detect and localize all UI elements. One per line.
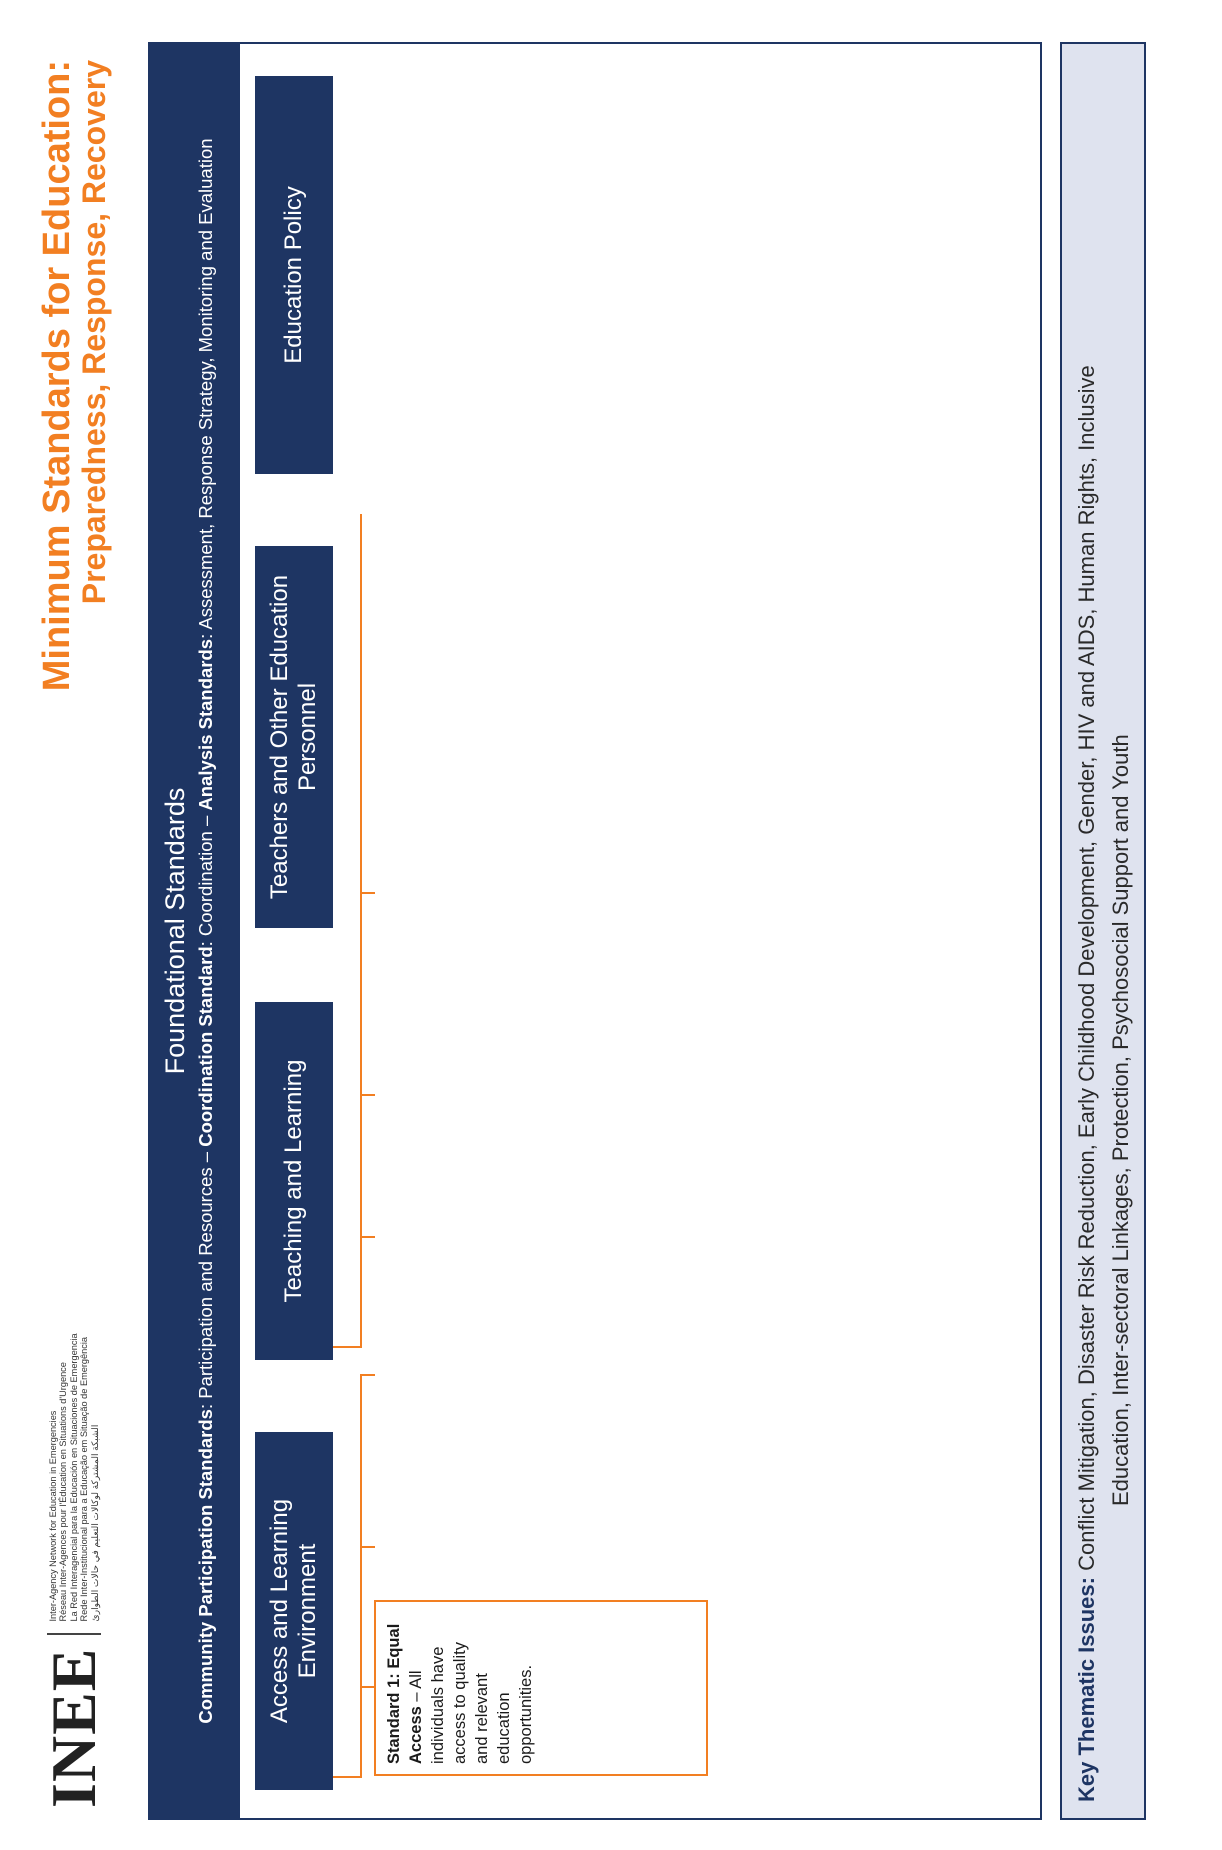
foundational-title: Foundational Standards (160, 787, 190, 1075)
logo-wordmark: INEE (38, 1647, 109, 1808)
foundational-banner (150, 44, 240, 1818)
logo-divider (47, 1634, 101, 1636)
community-text: : Participation and Resources – (195, 1146, 216, 1410)
logo-network-names (48, 1333, 101, 1621)
logo-line: Réseau Inter-Agences pour l'Éducation en Situations d'Urgence (58, 1362, 69, 1622)
connector-line (361, 1236, 375, 1238)
domain-header-teachers: Teachers and Other Education Personnel (255, 546, 333, 928)
connector-line (361, 1686, 375, 1688)
analysis-label: Analysis Standards (195, 638, 216, 811)
connector-line (360, 892, 362, 1348)
standards-frame (148, 42, 1042, 1820)
connector-line (361, 1546, 375, 1548)
document-title (38, 60, 111, 691)
connector-line (333, 1776, 362, 1778)
title-line-2: Preparedness, Response, Recovery (75, 60, 112, 605)
standard-title: Standard 1: Equal Access (385, 1623, 425, 1764)
connector-line (361, 1374, 375, 1376)
coordination-label: Coordination Standard (195, 946, 216, 1147)
standard-text: – All individuals have access to quality and relevant education opportunities. (407, 1642, 535, 1764)
issues-text-line-2: Education, Inter-sectoral Linkages, Protection, Psychosocial Support and Youth (1108, 734, 1133, 1506)
connector-line (360, 1374, 362, 1778)
key-thematic-issues (1060, 42, 1146, 1820)
connector-line (333, 1346, 362, 1348)
domain-header-policy: Education Policy (255, 76, 333, 474)
logo-line: الشبكة المشتركة لوكالات التعليم في حالات الطوارئ (89, 1424, 100, 1622)
connector-line (361, 892, 375, 894)
foundational-subtitle (192, 44, 220, 1818)
community-label: Community Participation Standards (195, 1409, 216, 1724)
standard-box-access-1 (374, 1600, 708, 1776)
issues-label: Key Thematic Issues: (1074, 1577, 1099, 1802)
connector-line (361, 1094, 375, 1096)
domain-header-access: Access and Learning Environment (255, 1432, 333, 1790)
logo-line: La Red Interagencial para la Educación en Situaciones de Emergencia (68, 1333, 79, 1622)
logo-line: Inter-Agency Network for Education in Emergencies (47, 1410, 58, 1622)
title-line-1: Minimum Standards for Education: (36, 60, 78, 692)
connector-line (360, 514, 362, 914)
domain-header-teaching: Teaching and Learning (255, 1002, 333, 1360)
coordination-text: : Coordination – (195, 810, 216, 947)
analysis-text: : Assessment, Response Strategy, Monitoring and Evaluation (195, 138, 216, 639)
logo-line: Rede Inter-Institucional para a Educação em Situação de Emergência (79, 1337, 90, 1622)
issues-text-line-1: Conflict Mitigation, Disaster Risk Reduction, Early Childhood Development, Gender, HIV and AIDS, Human Rights, Inclusive (1074, 365, 1099, 1578)
inee-logo (38, 1333, 109, 1808)
